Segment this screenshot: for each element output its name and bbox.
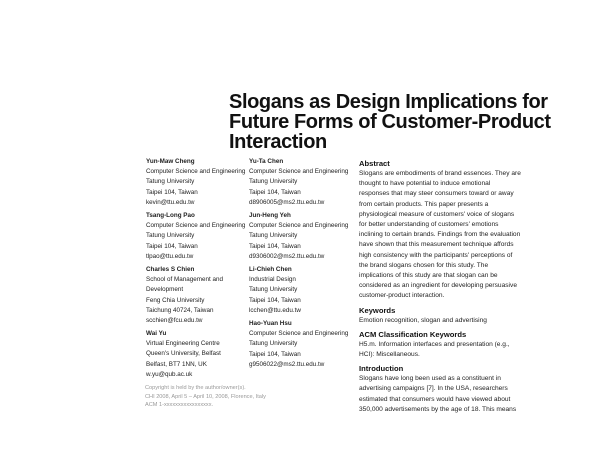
author-name: Charles S Chien xyxy=(146,266,195,273)
author-email: d8906005@ms2.ttu.edu.tw xyxy=(249,198,325,206)
author-block xyxy=(249,265,301,316)
author-affiliation: Tatung University xyxy=(249,178,298,186)
keywords-line: Emotion recognition, slogan and advertising xyxy=(359,316,487,324)
paper-title xyxy=(229,92,569,152)
author-email: d9306002@ms2.ttu.edu.tw xyxy=(249,252,325,260)
author-affiliation: Computer Science and Engineering xyxy=(249,222,349,230)
author-email: w.yu@qub.ac.uk xyxy=(146,370,193,378)
author-email: kevin@ttu.edu.tw xyxy=(146,198,195,206)
introduction-heading: Introduction xyxy=(359,364,404,374)
copyright-line: Copyright is held by the author/owner(s). xyxy=(145,385,246,391)
abstract-line: responses that may steer consumers toward or away xyxy=(359,190,514,198)
abstract-line: high consistency with the participants' perceptions of xyxy=(359,251,513,259)
acm-line: HCI): Miscellaneous. xyxy=(359,351,420,359)
author-name: Li-Chieh Chen xyxy=(249,266,292,273)
author-affiliation: Tatung University xyxy=(146,178,195,186)
author-affiliation: Development xyxy=(146,286,184,294)
title-line: Interaction xyxy=(229,131,327,153)
title-line: Slogans as Design Implications for xyxy=(229,91,548,113)
author-block xyxy=(249,211,348,262)
author-affiliation: Feng Chia University xyxy=(146,296,205,304)
title-line: Future Forms of Customer-Product xyxy=(229,111,551,133)
author-affiliation: Queen's University, Belfast xyxy=(146,350,221,358)
copyright-line: ACM 1-xxxxxxxxxxxxxxxxx. xyxy=(145,402,214,409)
author-name: Tsang-Long Pao xyxy=(146,212,195,219)
author-affiliation: Tatung University xyxy=(249,232,298,240)
acm-text xyxy=(359,340,595,360)
abstract-line: physiological measure of customers' voice of slogans xyxy=(359,210,515,218)
author-affiliation: Computer Science and Engineering xyxy=(249,168,349,176)
author-email: scchien@fcu.edu.tw xyxy=(146,317,203,325)
author-email: tlpao@ttu.edu.tw xyxy=(146,252,194,260)
introduction-line: advertising campaigns [7]. In the USA, researchers xyxy=(359,385,508,393)
author-block xyxy=(146,157,245,208)
author-address: Taichung 40724, Taiwan xyxy=(146,306,214,314)
abstract-text xyxy=(359,169,595,302)
author-name: Yu-Ta Chen xyxy=(249,158,284,165)
author-block xyxy=(146,329,221,380)
copyright-notice xyxy=(145,384,266,410)
author-address: Taipei 104, Taiwan xyxy=(146,188,198,196)
introduction-line: estimated that consumers would have viewed about xyxy=(359,395,511,403)
abstract-line: thought to have potential to induce emotional xyxy=(359,180,491,188)
author-affiliation: Computer Science and Engineering xyxy=(146,168,246,176)
author-address: Belfast, BT7 1NN, UK xyxy=(146,360,207,368)
author-name: Wai Yu xyxy=(146,330,167,337)
abstract-heading: Abstract xyxy=(359,159,390,168)
author-affiliation: School of Management and xyxy=(146,276,224,284)
author-name: Jun-Heng Yeh xyxy=(249,212,291,219)
abstract-line: implications of this study are that slogan can be xyxy=(359,272,498,280)
author-name: Hao-Yuan Hsu xyxy=(249,320,292,327)
author-affiliation: Industrial Design xyxy=(249,276,296,284)
abstract-line: for better understanding of customers' emotions xyxy=(359,221,499,229)
acm-line: H5.m. Information interfaces and presentation (e.g., xyxy=(359,340,510,348)
author-block xyxy=(146,211,245,262)
author-affiliation: Virtual Engineering Centre xyxy=(146,340,220,348)
author-name: Yun-Maw Cheng xyxy=(146,158,195,165)
author-email: lcchen@ttu.edu.tw xyxy=(249,306,301,314)
author-email: g9506022@ms2.ttu.edu.tw xyxy=(249,360,325,368)
acm-heading: ACM Classification Keywords xyxy=(359,329,467,339)
author-affiliation: Tatung University xyxy=(249,340,298,348)
keywords-heading: Keywords xyxy=(359,305,396,315)
introduction-text xyxy=(359,374,595,415)
author-block xyxy=(146,265,223,326)
author-address: Taipei 104, Taiwan xyxy=(249,242,301,250)
author-address: Taipei 104, Taiwan xyxy=(249,350,301,358)
abstract-line: considered as an ingredient for developing persuasive xyxy=(359,282,517,290)
abstract-line: Slogans are embodiments of brand essences. They are xyxy=(359,170,521,177)
author-block xyxy=(249,319,348,370)
abstract-line: have shown that this measurement technique affords xyxy=(359,241,514,249)
abstract-line: the brand slogans chosen for this study. The xyxy=(359,261,489,269)
keywords-text xyxy=(359,316,595,326)
abstract-line: from certain products. This paper presents a xyxy=(359,200,489,208)
author-affiliation: Computer Science and Engineering xyxy=(249,330,349,338)
author-address: Taipei 104, Taiwan xyxy=(146,242,198,250)
author-affiliation: Computer Science and Engineering xyxy=(146,222,246,230)
introduction-line: Slogans have long been used as a constituent in xyxy=(359,375,501,383)
author-block xyxy=(249,157,348,208)
right-column xyxy=(359,159,595,415)
abstract-line: customer-product interaction. xyxy=(359,292,445,300)
author-address: Taipei 104, Taiwan xyxy=(249,296,301,304)
author-affiliation: Tatung University xyxy=(249,286,298,294)
author-affiliation: Tatung University xyxy=(146,232,195,240)
author-address: Taipei 104, Taiwan xyxy=(249,188,301,196)
copyright-line: CHI 2008, April 5 – April 10, 2008, Florence, Italy xyxy=(145,393,266,400)
abstract-line: inclining to certain brands. Findings from the evaluation xyxy=(359,231,521,239)
introduction-line: 350,000 advertisements by the age of 18. This means xyxy=(359,405,517,413)
